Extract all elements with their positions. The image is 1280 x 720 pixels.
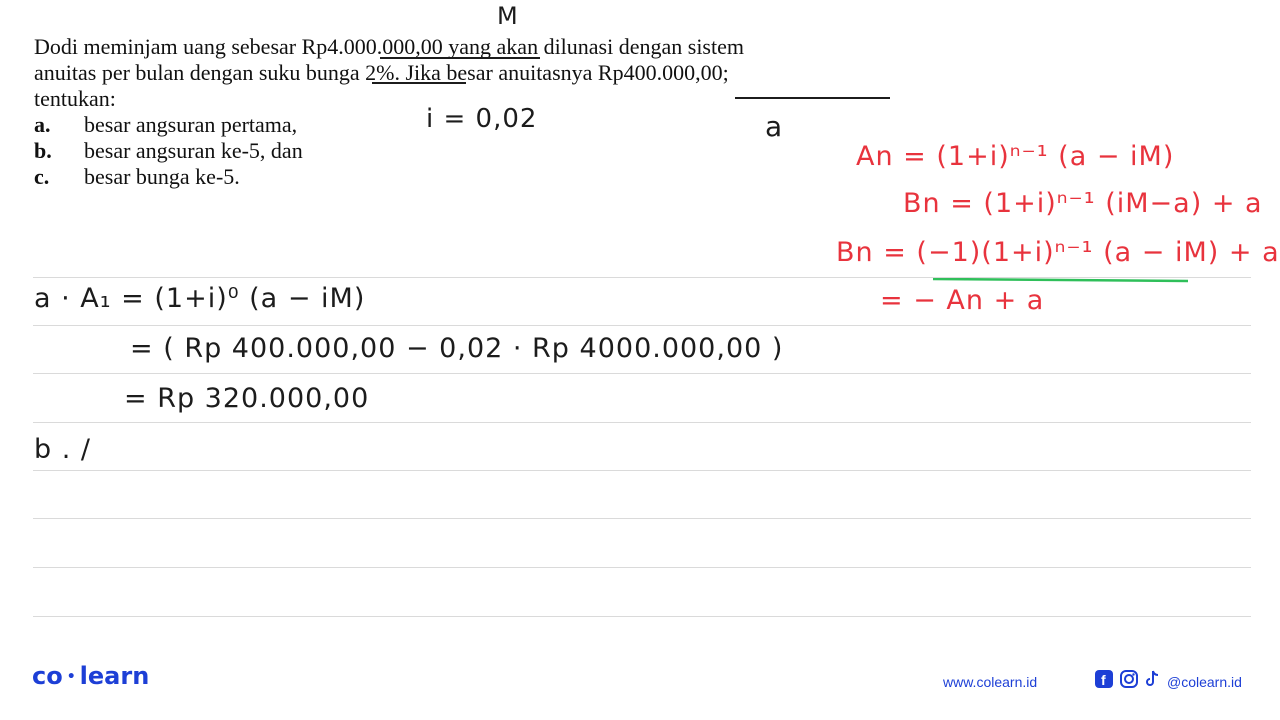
problem-line-3: tentukan: — [34, 86, 116, 111]
problem-line-1: Dodi meminjam uang sebesar Rp4.000.000,00 yang akan dilunasi dengan sistem — [34, 34, 744, 59]
ruled-line — [33, 518, 1251, 519]
ruled-line — [33, 616, 1251, 617]
website-link[interactable]: www.colearn.id — [943, 674, 1038, 690]
facebook-icon[interactable] — [1095, 670, 1113, 688]
annotation-a: a — [765, 110, 784, 143]
logo-part-co: co — [32, 662, 63, 690]
annotation-i-value: i = 0,02 — [426, 104, 538, 134]
work-a-line-2: = ( Rp 400.000,00 − 0,02 · Rp 4000.000,00 ) — [130, 333, 784, 364]
work-b-line-1: b . / — [34, 434, 91, 465]
ruled-line — [33, 325, 1251, 326]
formula-bn-result: = − An + a — [880, 285, 1045, 316]
problem-line-2: anuitas per bulan dengan suku bunga 2%. Jika besar anuitasnya Rp400.000,00; — [34, 60, 729, 85]
formula-bn: Bn = (1+i)ⁿ⁻¹ (iM−a) + a — [903, 188, 1263, 219]
item-label: b. — [34, 138, 52, 163]
instagram-icon[interactable] — [1120, 670, 1138, 688]
logo-dot-icon: • — [66, 669, 76, 685]
formula-bn-rewrite: Bn = (−1)(1+i)ⁿ⁻¹ (a − iM) + a — [836, 237, 1280, 268]
ruled-line — [33, 373, 1251, 374]
annotation-m: M — [497, 2, 519, 30]
item-text: besar angsuran pertama, — [84, 112, 298, 137]
logo-part-learn: learn — [79, 662, 150, 690]
tiktok-icon[interactable] — [1145, 670, 1161, 688]
underline-green — [933, 279, 1188, 281]
social-handle[interactable]: @colearn.id — [1167, 674, 1242, 690]
formula-an: An = (1+i)ⁿ⁻¹ (a − iM) — [856, 141, 1175, 172]
ruled-line — [33, 277, 1251, 278]
ruled-line — [33, 470, 1251, 471]
item-text: besar angsuran ke-5, dan — [84, 138, 303, 163]
svg-text:f: f — [1101, 672, 1106, 688]
colearn-logo — [32, 662, 149, 690]
item-label: c. — [34, 164, 50, 189]
item-text: besar bunga ke-5. — [84, 164, 240, 189]
work-a-line-3: = Rp 320.000,00 — [124, 383, 370, 414]
item-label: a. — [34, 112, 51, 137]
work-a-line-1: a · A₁ = (1+i)⁰ (a − iM) — [34, 283, 366, 314]
ruled-line — [33, 422, 1251, 423]
ruled-line — [33, 567, 1251, 568]
